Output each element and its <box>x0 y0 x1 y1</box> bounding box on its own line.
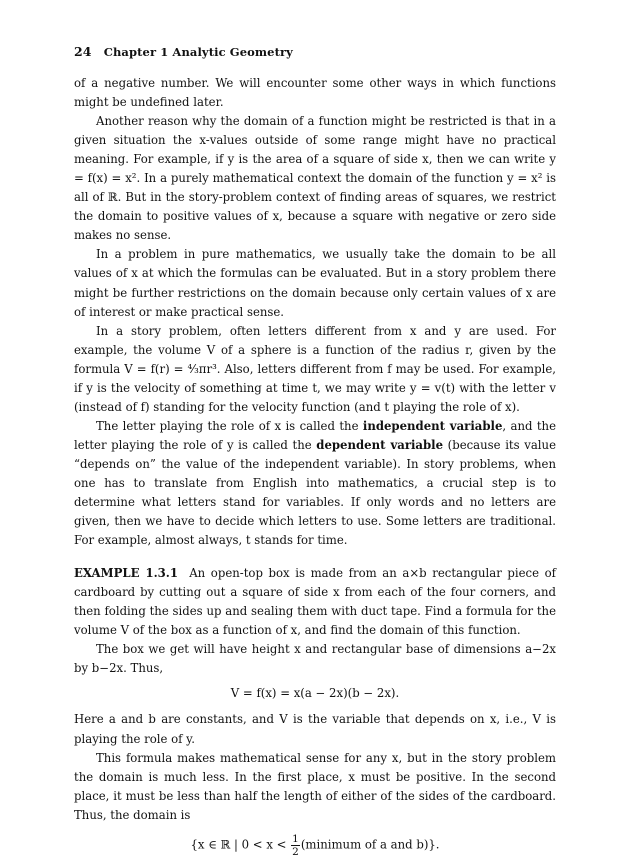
running-head <box>74 44 293 59</box>
paragraph-7: Here a and b are constants, and V is the variable that depends on x, i.e., V is playing the role of y. <box>74 712 556 746</box>
fraction-denominator: 2 <box>292 845 299 858</box>
p5-text-a: The letter playing the role of x is called the <box>96 418 363 433</box>
eq2-right: (minimum of a and b)}. <box>300 837 440 852</box>
paragraph-8: This formula makes mathematical sense for any x, but in the story problem the domain is much less. In the first place, x must be positive. In the second place, it must be less than half the length of either of the sides of the cardboard. Thus, the domain is <box>74 750 556 822</box>
chapter-title: Chapter 1 Analytic Geometry <box>103 45 293 59</box>
equation-volume: V = f(x) = x(a − 2x)(b − 2x). <box>230 686 400 701</box>
p5-text-c: (because its value “depends on” the value of the independent variable). In story problems, when one has to translate from English into mathematics, a crucial step is to determine what letters stand for variables. If only words and no letters are given, then we have to decide which letters to use. Some letters are traditional. For example, almost always, t stands for time. <box>74 437 556 548</box>
p5-text-b: , and the letter playing the role of y is called the <box>74 418 556 452</box>
fraction-one-half <box>291 833 300 858</box>
eq2-left: {x ∈ ℝ | 0 < x < <box>190 837 287 852</box>
paragraph-5 <box>74 417 556 550</box>
term-independent-variable: independent variable <box>362 418 503 433</box>
term-dependent-variable: dependent variable <box>316 437 444 452</box>
paragraph-6: The box we get will have height x and rectangular base of dimensions a−2x by b−2x. Thus, <box>74 642 556 676</box>
example-text: An open-top box is made from an a×b rectangular piece of cardboard by cutting out a square of side x from each of the four corners, and then folding the sides up and sealing them with duct tape. Find a formula for the volume V of the box as a function of x, and find the domain of this function. <box>74 566 556 638</box>
body-text <box>74 74 556 858</box>
example-label: EXAMPLE 1.3.1 <box>74 566 178 581</box>
paragraph-2: Another reason why the domain of a function might be restricted is that in a given situation the x-values outside of some range might have no practical meaning. For example, if y is the area of a square of side x, then we can write y = f(x) = x². In a purely mathematical context the domain of the function y = x² is all of ℝ. But in the story-problem context of finding areas of squares, we restrict the domain to positive values of x, because a square with negative or zero side makes no sense. <box>74 114 556 243</box>
paragraph-3: In a problem in pure mathematics, we usually take the domain to be all values of x at which the formulas can be evaluated. But in a story problem there might be further restrictions on the domain because only certain values of x are of interest or make practical sense. <box>74 247 556 319</box>
paragraph-4: In a story problem, often letters different from x and y are used. For example, the volume V of a sphere is a function of the radius r, given by the formula V = f(r) = ⁴⁄₃πr³. Also, letters different from f may be used. For example, if y is the velocity of something at time t, we may write y = v(t) with the letter v (instead of f) standing for the velocity function (and t playing the role of x). <box>74 323 556 414</box>
example-block <box>74 564 556 640</box>
equation-domain <box>74 833 556 858</box>
fraction-numerator: 1 <box>292 832 299 845</box>
page-number: 24 <box>74 44 92 59</box>
paragraph-1: of a negative number. We will encounter some other ways in which functions might be undefined later. <box>74 76 556 110</box>
